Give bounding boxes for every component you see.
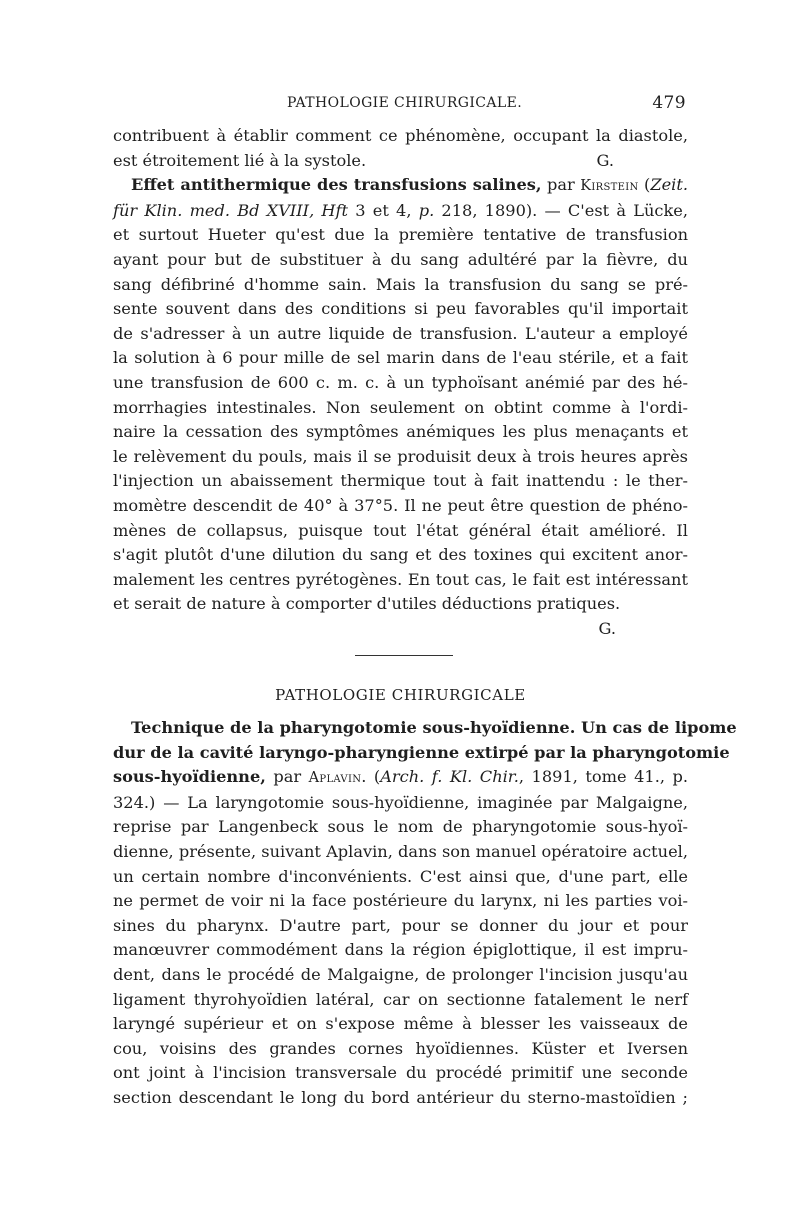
text-line: reprise par Langenbeck sous le nom de pharyngotomie sous-hyoï- — [113, 817, 688, 837]
article-block-2 — [113, 716, 737, 1111]
article-title: Effet antithermique des transfusions salines, — [131, 175, 542, 195]
text-line: une transfusion de 600 c. m. c. à un typhoïsant anémié par des hé- — [113, 372, 688, 392]
text-fragment: par — [541, 175, 581, 195]
text-line: manœuvrer commodément dans la région épiglottique, il est impru- — [113, 940, 688, 960]
article-author: Aplavin — [308, 770, 362, 787]
text-line: sines du pharynx. D'autre part, pour se donner du jour et pour — [113, 915, 688, 935]
running-title: PATHOLOGIE CHIRURGICALE. — [287, 95, 523, 111]
text-line: cou, voisins des grandes cornes hyoïdiennes. Küster et Iversen — [113, 1038, 688, 1058]
article-title: sous-hyoïdienne, — [113, 767, 266, 787]
text-line: et surtout Hueter qu'est due la première tentative de transfusion — [113, 225, 688, 245]
text-line: naire la cessation des symptômes anémiques les plus menaçants et — [113, 422, 688, 442]
text-line: ont joint à l'incision transversale du procédé primitif une seconde — [113, 1063, 688, 1083]
signature-initial: G. — [598, 618, 616, 638]
running-header — [112, 93, 686, 115]
text-line: s'agit plutôt d'une dilution du sang et des toxines qui excitent anor- — [113, 545, 688, 565]
text-line: l'injection un abaissement thermique tout à fait inattendu : le ther- — [113, 471, 688, 491]
text-line: ligament thyrohyoïdien latéral, car on sectionne fatalement le nerf — [113, 989, 688, 1009]
text-fragment: ( — [638, 175, 651, 195]
text-line: laryngé supérieur et on s'expose même à blesser les vaisseaux de — [113, 1014, 688, 1034]
text-line: contribuent à établir comment ce phénomène, occupant la diastole, — [113, 126, 688, 145]
text-line: ne permet de voir ni la face postérieure du larynx, ni les parties voi- — [113, 891, 688, 911]
article-author: Kirstein — [580, 178, 639, 195]
section-divider — [355, 655, 453, 656]
article-title-line: Technique de la pharyngotomie sous-hyoïdienne. Un cas de lipome — [131, 718, 737, 737]
text-line — [113, 149, 688, 174]
text-line: sente souvent dans des conditions si peu favorables qu'il importait — [113, 299, 688, 319]
journal-name: Zeit. — [650, 175, 688, 195]
text-line: un certain nombre d'inconvénients. C'est ainsi que, d'une part, elle — [113, 866, 688, 886]
text-line: la solution à 6 pour mille de sel marin dans de l'eau stérile, et a fait — [113, 348, 688, 368]
text-line: mènes de collapsus, puisque tout l'état général était amélioré. Il — [113, 520, 688, 540]
text-line: malement les centres pyrétogènes. En tout cas, le fait est intéressant — [113, 569, 688, 589]
journal-name-cont: für Klin. med. Bd XVIII, Hft — [113, 200, 349, 220]
text-line: sang défibriné d'homme sain. Mais la transfusion du sang se pré- — [113, 274, 688, 294]
text-line: de s'adresser à un autre liquide de transfusion. L'auteur a employé — [113, 323, 688, 343]
text-fragment: 3 et 4, — [348, 200, 419, 220]
text-line: et serait de nature à comporter d'utiles déductions pratiques. — [113, 594, 621, 614]
text-fragment: 218, 1890). — C'est à Lücke, — [434, 200, 688, 220]
section-heading: PATHOLOGIE CHIRURGICALE — [275, 686, 526, 704]
article-ref-line — [113, 765, 688, 791]
signature-initial: G. — [596, 150, 614, 170]
text-fragment: , 1891, tome 41., p. — [518, 767, 689, 787]
text-line: momètre descendit de 40° à 37°5. Il ne peut être question de phéno- — [113, 495, 688, 515]
text-line: le relèvement du pouls, mais il se produisit deux à trois heures après — [113, 446, 688, 466]
journal-name: Arch. f. Kl. Chir. — [380, 767, 519, 787]
page-number: 479 — [652, 93, 686, 113]
text-fragment: est étroitement lié à la systole. — [113, 150, 367, 170]
text-line: dienne, présente, suivant Aplavin, dans son manuel opératoire actuel, — [113, 841, 688, 861]
article-ref-line — [113, 199, 688, 224]
text-line: 324.) — La laryngotomie sous-hyoïdienne, imaginée par Malgaigne, — [113, 792, 688, 812]
text-line: dent, dans le procédé de Malgaigne, de prolonger l'incision jusqu'au — [113, 964, 688, 984]
text-fragment: p. — [418, 200, 435, 220]
text-line: section descendant le long du bord antérieur du sterno-mastoïdien ; — [113, 1087, 688, 1107]
text-fragment: par — [265, 767, 309, 787]
text-line: morrhagies intestinales. Non seulement on obtint comme à l'ordi- — [113, 397, 688, 417]
article-title-line: dur de la cavité laryngo-pharyngienne extirpé par la pharyngotomie — [113, 742, 730, 762]
text-line: ayant pour but de substituer à du sang adultéré par la fièvre, du — [113, 249, 688, 269]
article-block-1 — [113, 124, 688, 641]
article-title-line — [113, 173, 688, 199]
text-fragment: . ( — [361, 767, 381, 787]
